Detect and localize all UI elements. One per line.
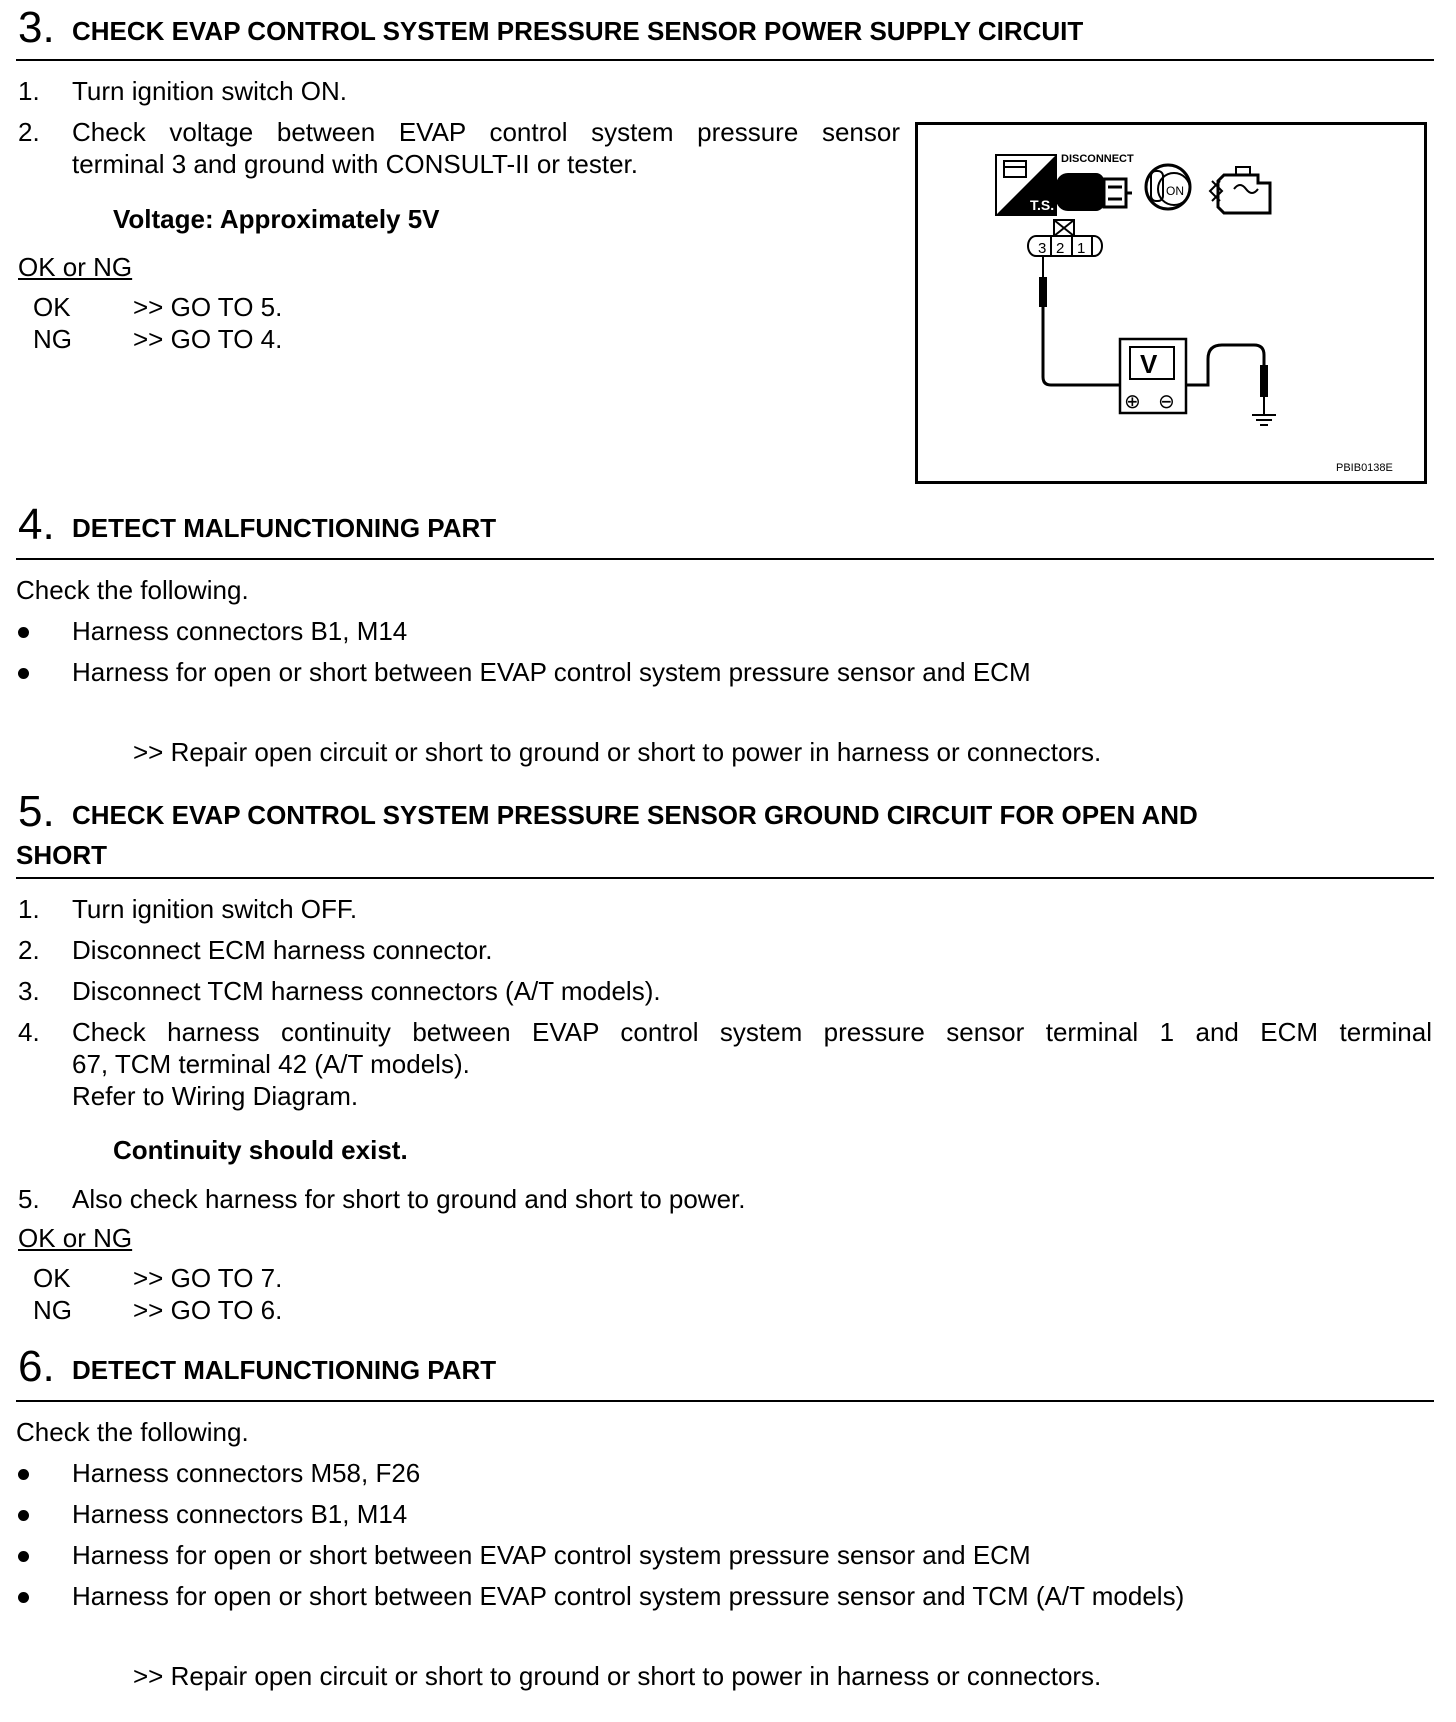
step-6-bullet-3-dot — [18, 1551, 29, 1562]
step-5-spec: Continuity should exist. — [113, 1135, 408, 1165]
step-3-title: CHECK EVAP CONTROL SYSTEM PRESSURE SENSOR POWER SUPPLY CIRCUIT — [72, 16, 1084, 46]
step-3-result-ng-action: >> GO TO 4. — [133, 324, 283, 354]
step-5-item-1-number: 1. — [18, 894, 40, 924]
step-5-result-ok-action: >> GO TO 7. — [133, 1263, 283, 1293]
voltage-check-diagram-svg — [918, 125, 1424, 481]
step-5-item-4-line-1: Check harness continuity between EVAP control system pressure sensor terminal 1 and ECM terminal — [72, 1017, 1432, 1047]
step-5-item-4-line-2: 67, TCM terminal 42 (A/T models). — [72, 1049, 470, 1079]
step-6-number: 6. — [18, 1342, 55, 1391]
figure-code: PBIB0138E — [1336, 462, 1393, 474]
step-5-title-line-2: SHORT — [16, 840, 107, 870]
ignition-on-icon — [1146, 165, 1190, 209]
step-6-bullet-3: Harness for open or short between EVAP control system pressure sensor and ECM — [72, 1540, 1031, 1570]
step-3-item-1-number: 1. — [18, 76, 40, 106]
step-5-result-ng-label: NG — [33, 1295, 72, 1325]
voltmeter-minus-terminal: ⊖ — [1158, 389, 1175, 413]
step-6-bullet-1: Harness connectors M58, F26 — [72, 1458, 421, 1488]
sensor-connector — [1028, 220, 1102, 257]
step-4-intro: Check the following. — [16, 575, 249, 605]
step-5-number: 5. — [18, 787, 55, 836]
connector-pin-3: 3 — [1038, 240, 1047, 257]
step-6-title: DETECT MALFUNCTIONING PART — [72, 1355, 497, 1385]
step-5-item-2-text: Disconnect ECM harness connector. — [72, 935, 493, 965]
step-5-title-line-1: CHECK EVAP CONTROL SYSTEM PRESSURE SENSOR GROUND CIRCUIT FOR OPEN AND — [72, 800, 1198, 830]
step-4-bullet-1: Harness connectors B1, M14 — [72, 616, 408, 646]
step-3-result-heading: OK or NG — [18, 252, 133, 282]
step-4-repair: >> Repair open circuit or short to ground or short to power in harness or connectors. — [133, 737, 1102, 767]
step-5-item-2-number: 2. — [18, 935, 40, 965]
step-3-item-2-number: 2. — [18, 117, 40, 147]
step-3-item-2-line-2: terminal 3 and ground with CONSULT-II or tester. — [72, 149, 638, 179]
step-4-bullet-2: Harness for open or short between EVAP control system pressure sensor and ECM — [72, 657, 1031, 687]
step-6-bullet-2: Harness connectors B1, M14 — [72, 1499, 408, 1529]
step-4-number: 4. — [18, 500, 55, 549]
disconnect-icon — [1056, 153, 1134, 211]
step-5-result-heading: OK or NG — [18, 1223, 133, 1253]
voltmeter — [1120, 339, 1186, 413]
step-5-item-3-text: Disconnect TCM harness connectors (A/T models). — [72, 976, 661, 1006]
step-3-item-2-line-1: Check voltage between EVAP control system pressure sensor — [72, 117, 900, 147]
step-4-rule — [16, 558, 1434, 560]
step-4-bullet-1-dot — [18, 627, 29, 638]
step-3-spec: Voltage: Approximately 5V — [113, 204, 440, 234]
step-4-bullet-2-dot — [18, 668, 29, 679]
step-5-item-4-number: 4. — [18, 1017, 40, 1047]
voltmeter-label: V — [1140, 349, 1158, 379]
step-6-bullet-2-dot — [18, 1510, 29, 1521]
step-5-item-3-number: 3. — [18, 976, 40, 1006]
step-3-result-ok-action: >> GO TO 5. — [133, 292, 283, 322]
voltage-check-diagram — [915, 122, 1427, 484]
step-5-item-5-text: Also check harness for short to ground and short to power. — [72, 1184, 746, 1214]
step-5-item-1-text: Turn ignition switch OFF. — [72, 894, 358, 924]
ts-icon — [996, 155, 1056, 215]
step-3-number: 3. — [18, 3, 55, 52]
step-6-bullet-4: Harness for open or short between EVAP control system pressure sensor and TCM (A/T models) — [72, 1581, 1185, 1611]
connector-pin-1: 1 — [1077, 240, 1086, 257]
connector-pin-2: 2 — [1056, 240, 1065, 257]
step-3-result-ok-label: OK — [33, 292, 71, 322]
step-6-rule — [16, 1400, 1434, 1402]
step-6-repair: >> Repair open circuit or short to ground or short to power in harness or connectors. — [133, 1661, 1102, 1691]
step-6-intro: Check the following. — [16, 1417, 249, 1447]
step-3-result-ng-label: NG — [33, 324, 72, 354]
ignition-on-label: ON — [1166, 184, 1184, 198]
disconnect-icon-label: DISCONNECT — [1061, 153, 1134, 165]
step-3-item-1-text: Turn ignition switch ON. — [72, 76, 348, 106]
step-4-title: DETECT MALFUNCTIONING PART — [72, 513, 497, 543]
step-5-result-ok-label: OK — [33, 1263, 71, 1293]
step-6-bullet-4-dot — [18, 1592, 29, 1603]
engine-icon — [1210, 167, 1270, 213]
step-5-item-5-number: 5. — [18, 1184, 40, 1214]
step-5-result-ng-action: >> GO TO 6. — [133, 1295, 283, 1325]
voltmeter-plus-terminal: ⊕ — [1124, 389, 1141, 413]
ts-icon-label: T.S. — [1030, 197, 1055, 213]
step-3-rule — [16, 59, 1434, 61]
step-5-item-4-line-3: Refer to Wiring Diagram. — [72, 1081, 359, 1111]
step-5-rule — [16, 877, 1434, 879]
step-6-bullet-1-dot — [18, 1469, 29, 1480]
